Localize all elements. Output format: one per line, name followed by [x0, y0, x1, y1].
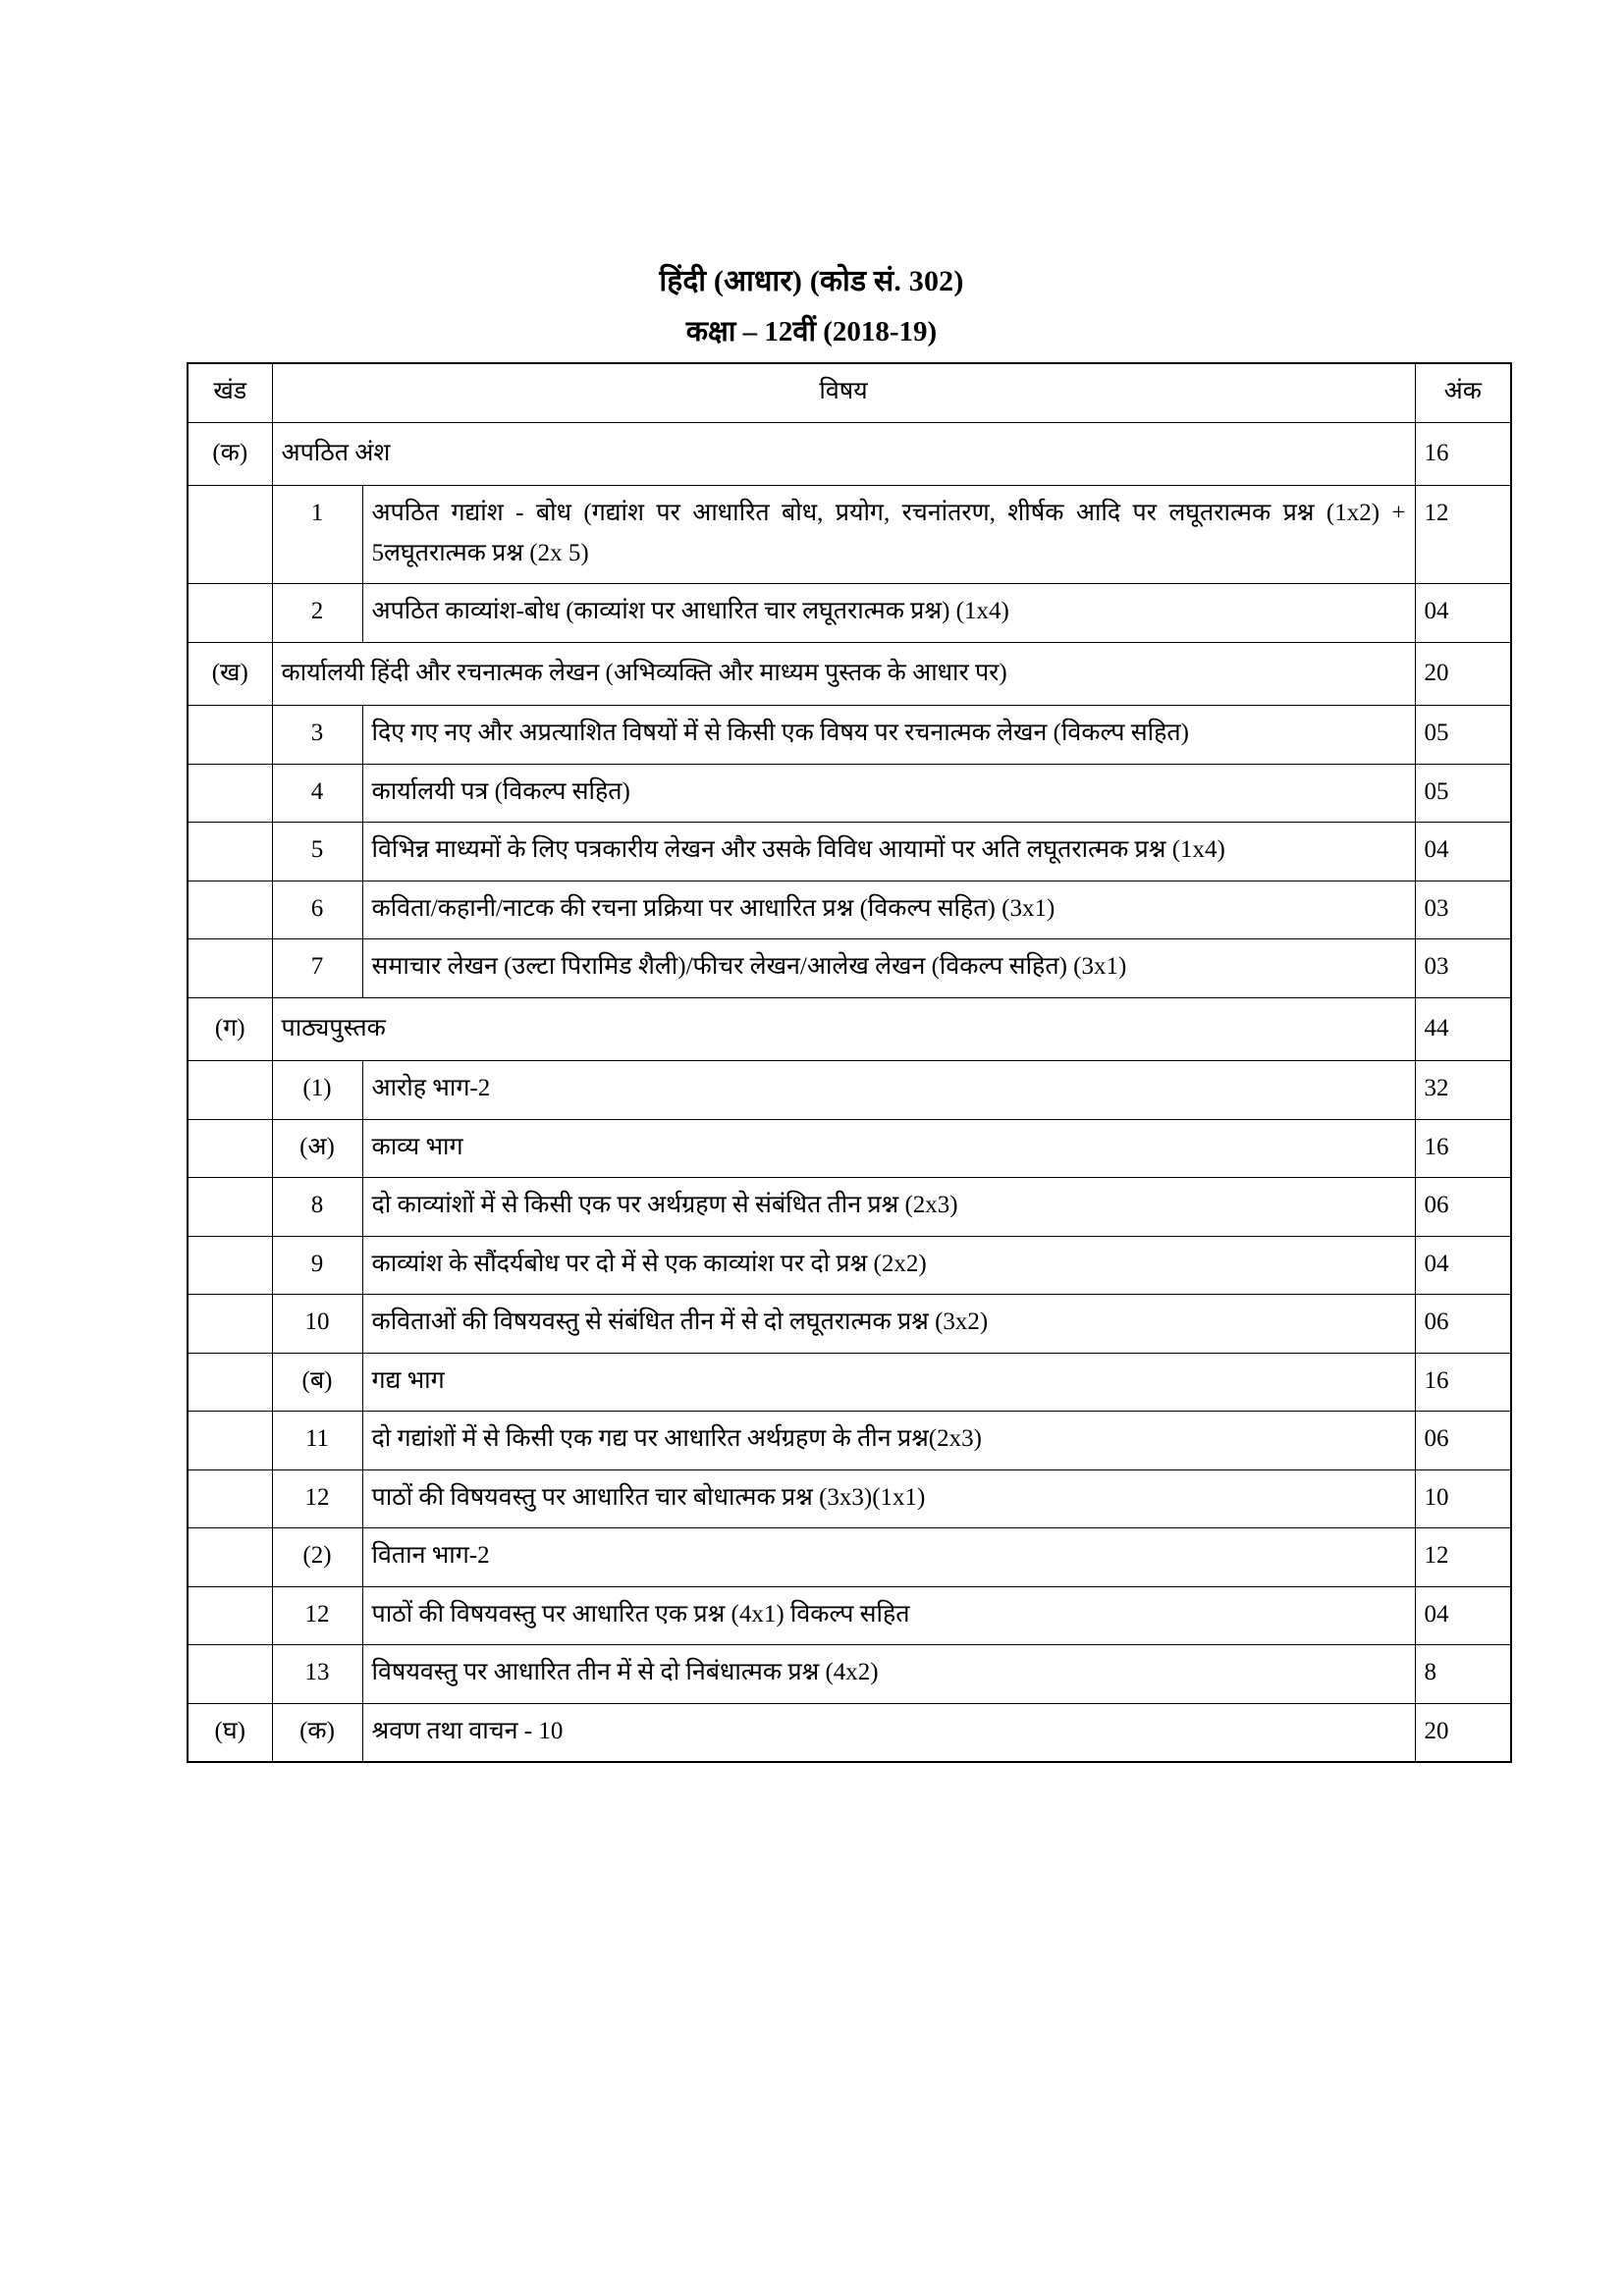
cell-marks: 06: [1415, 1295, 1511, 1354]
page-subtitle: कक्षा – 12वीं (2018-19): [685, 316, 938, 347]
cell-item-number: 7: [272, 939, 362, 998]
cell-item-description: अपठित गद्यांश - बोध (गद्यांश पर आधारित बोध, प्रयोग, रचनांतरण, शीर्षक आदि पर लघूतरात्मक प्रश्न (1x2) + 5लघूतरात्मक प्रश्न (2x 5): [362, 486, 1415, 584]
cell-marks: 03: [1415, 939, 1511, 998]
table-row: [188, 1645, 1511, 1704]
section-row: [188, 642, 1511, 706]
cell-item-description: दो गद्यांशों में से किसी एक गद्य पर आधारित अर्थग्रहण के तीन प्रश्न(2x3): [362, 1412, 1415, 1470]
column-header-marks: अंक: [1415, 363, 1511, 422]
table-row: [188, 1119, 1511, 1178]
table-row: [188, 1061, 1511, 1120]
cell-marks: 10: [1415, 1469, 1511, 1528]
cell-item-description: काव्य भाग: [362, 1119, 1415, 1178]
cell-marks: 12: [1415, 1528, 1511, 1587]
cell-section-title: अपठित अंश: [272, 422, 1415, 486]
table-row: [188, 1586, 1511, 1645]
cell-marks: 05: [1415, 764, 1511, 823]
table-row: [188, 1703, 1511, 1762]
cell-item-number: (क): [272, 1703, 362, 1762]
cell-item-number: (2): [272, 1528, 362, 1587]
cell-item-number: 1: [272, 486, 362, 584]
table-row: [188, 881, 1511, 939]
column-header-subject: विषय: [272, 363, 1415, 422]
cell-item-description: समाचार लेखन (उल्टा पिरामिड शैली)/फीचर लेखन/आलेख लेखन (विकल्प सहित) (3x1): [362, 939, 1415, 998]
cell-marks: 8: [1415, 1645, 1511, 1704]
cell-section-code: [188, 1645, 272, 1704]
cell-marks: 16: [1415, 1119, 1511, 1178]
cell-section-code: [188, 1119, 272, 1178]
cell-section-code: [188, 881, 272, 939]
cell-item-number: 11: [272, 1412, 362, 1470]
cell-item-description: वितान भाग-2: [362, 1528, 1415, 1587]
cell-marks: 03: [1415, 881, 1511, 939]
cell-item-description: विभिन्न माध्यमों के लिए पत्रकारीय लेखन और उसके विविध आयामों पर अति लघूतरात्मक प्रश्न (1x4): [362, 823, 1415, 881]
cell-item-number: 2: [272, 584, 362, 643]
cell-section-code: [188, 764, 272, 823]
cell-section-code: [188, 584, 272, 643]
cell-section-code: [188, 706, 272, 765]
cell-item-number: 10: [272, 1295, 362, 1354]
cell-item-description: पाठों की विषयवस्तु पर आधारित एक प्रश्न (4x1) विकल्प सहित: [362, 1586, 1415, 1645]
cell-section-code: [188, 1295, 272, 1354]
cell-section-code: [188, 939, 272, 998]
cell-item-description: आरोह भाग-2: [362, 1061, 1415, 1120]
cell-item-description: काव्यांश के सौंदर्यबोध पर दो में से एक काव्यांश पर दो प्रश्न (2x2): [362, 1236, 1415, 1295]
syllabus-table: [187, 362, 1512, 1763]
cell-marks: 06: [1415, 1412, 1511, 1470]
cell-item-number: 9: [272, 1236, 362, 1295]
cell-item-description: श्रवण तथा वाचन - 10: [362, 1703, 1415, 1762]
cell-marks: 20: [1415, 642, 1511, 706]
table-row: [188, 1353, 1511, 1412]
cell-item-number: 8: [272, 1178, 362, 1237]
cell-item-number: 13: [272, 1645, 362, 1704]
section-row: [188, 422, 1511, 486]
column-header-section: खंड: [188, 363, 272, 422]
cell-section-code: [188, 486, 272, 584]
cell-marks: 12: [1415, 486, 1511, 584]
cell-section-code: [188, 1353, 272, 1412]
cell-item-number: 3: [272, 706, 362, 765]
cell-section-code: [188, 1528, 272, 1587]
cell-item-description: अपठित काव्यांश-बोध (काव्यांश पर आधारित चार लघूतरात्मक प्रश्न) (1x4): [362, 584, 1415, 643]
cell-item-number: (ब): [272, 1353, 362, 1412]
cell-section-code: (क): [188, 422, 272, 486]
cell-marks: 20: [1415, 1703, 1511, 1762]
table-row: [188, 764, 1511, 823]
cell-section-title: पाठ्यपुस्तक: [272, 997, 1415, 1061]
cell-item-description: दो काव्यांशों में से किसी एक पर अर्थग्रहण से संबंधित तीन प्रश्न (2x3): [362, 1178, 1415, 1237]
cell-item-number: (अ): [272, 1119, 362, 1178]
page-title: हिंदी (आधार) (कोड सं. 302): [659, 265, 964, 297]
cell-marks: 06: [1415, 1178, 1511, 1237]
table-row: [188, 939, 1511, 998]
cell-section-code: [188, 1469, 272, 1528]
cell-marks: 16: [1415, 422, 1511, 486]
cell-item-number: 6: [272, 881, 362, 939]
cell-marks: 44: [1415, 997, 1511, 1061]
cell-item-description: कार्यालयी पत्र (विकल्प सहित): [362, 764, 1415, 823]
cell-item-number: 4: [272, 764, 362, 823]
table-row: [188, 1412, 1511, 1470]
cell-section-code: [188, 823, 272, 881]
cell-marks: 32: [1415, 1061, 1511, 1120]
cell-section-code: (ग): [188, 997, 272, 1061]
cell-section-code: (ख): [188, 642, 272, 706]
cell-item-description: कविता/कहानी/नाटक की रचना प्रक्रिया पर आधारित प्रश्न (विकल्प सहित) (3x1): [362, 881, 1415, 939]
cell-item-number: 5: [272, 823, 362, 881]
cell-section-code: [188, 1412, 272, 1470]
table-row: [188, 823, 1511, 881]
table-row: [188, 584, 1511, 643]
table-body: [188, 422, 1511, 1762]
cell-section-title: कार्यालयी हिंदी और रचनात्मक लेखन (अभिव्यक्ति और माध्यम पुस्तक के आधार पर): [272, 642, 1415, 706]
cell-item-description: विषयवस्तु पर आधारित तीन में से दो निबंधात्मक प्रश्न (4x2): [362, 1645, 1415, 1704]
cell-item-description: गद्य भाग: [362, 1353, 1415, 1412]
cell-item-description: पाठों की विषयवस्तु पर आधारित चार बोधात्मक प्रश्न (3x3)(1x1): [362, 1469, 1415, 1528]
cell-marks: 04: [1415, 823, 1511, 881]
cell-item-number: (1): [272, 1061, 362, 1120]
cell-section-code: [188, 1236, 272, 1295]
cell-item-number: 12: [272, 1586, 362, 1645]
table-row: [188, 1528, 1511, 1587]
table-row: [188, 1469, 1511, 1528]
cell-marks: 05: [1415, 706, 1511, 765]
cell-section-code: [188, 1586, 272, 1645]
cell-marks: 04: [1415, 1586, 1511, 1645]
cell-marks: 04: [1415, 1236, 1511, 1295]
cell-item-number: 12: [272, 1469, 362, 1528]
cell-section-code: [188, 1061, 272, 1120]
table-row: [188, 486, 1511, 584]
table-row: [188, 1178, 1511, 1237]
cell-item-description: कविताओं की विषयवस्तु से संबंधित तीन में से दो लघूतरात्मक प्रश्न (3x2): [362, 1295, 1415, 1354]
table-header-row: [188, 363, 1511, 422]
cell-item-description: दिए गए नए और अप्रत्याशित विषयों में से किसी एक विषय पर रचनात्मक लेखन (विकल्प सहित): [362, 706, 1415, 765]
cell-marks: 04: [1415, 584, 1511, 643]
table-row: [188, 1236, 1511, 1295]
section-row: [188, 997, 1511, 1061]
table-row: [188, 1295, 1511, 1354]
cell-section-code: (घ): [188, 1703, 272, 1762]
cell-marks: 16: [1415, 1353, 1511, 1412]
cell-section-code: [188, 1178, 272, 1237]
table-row: [188, 706, 1511, 765]
